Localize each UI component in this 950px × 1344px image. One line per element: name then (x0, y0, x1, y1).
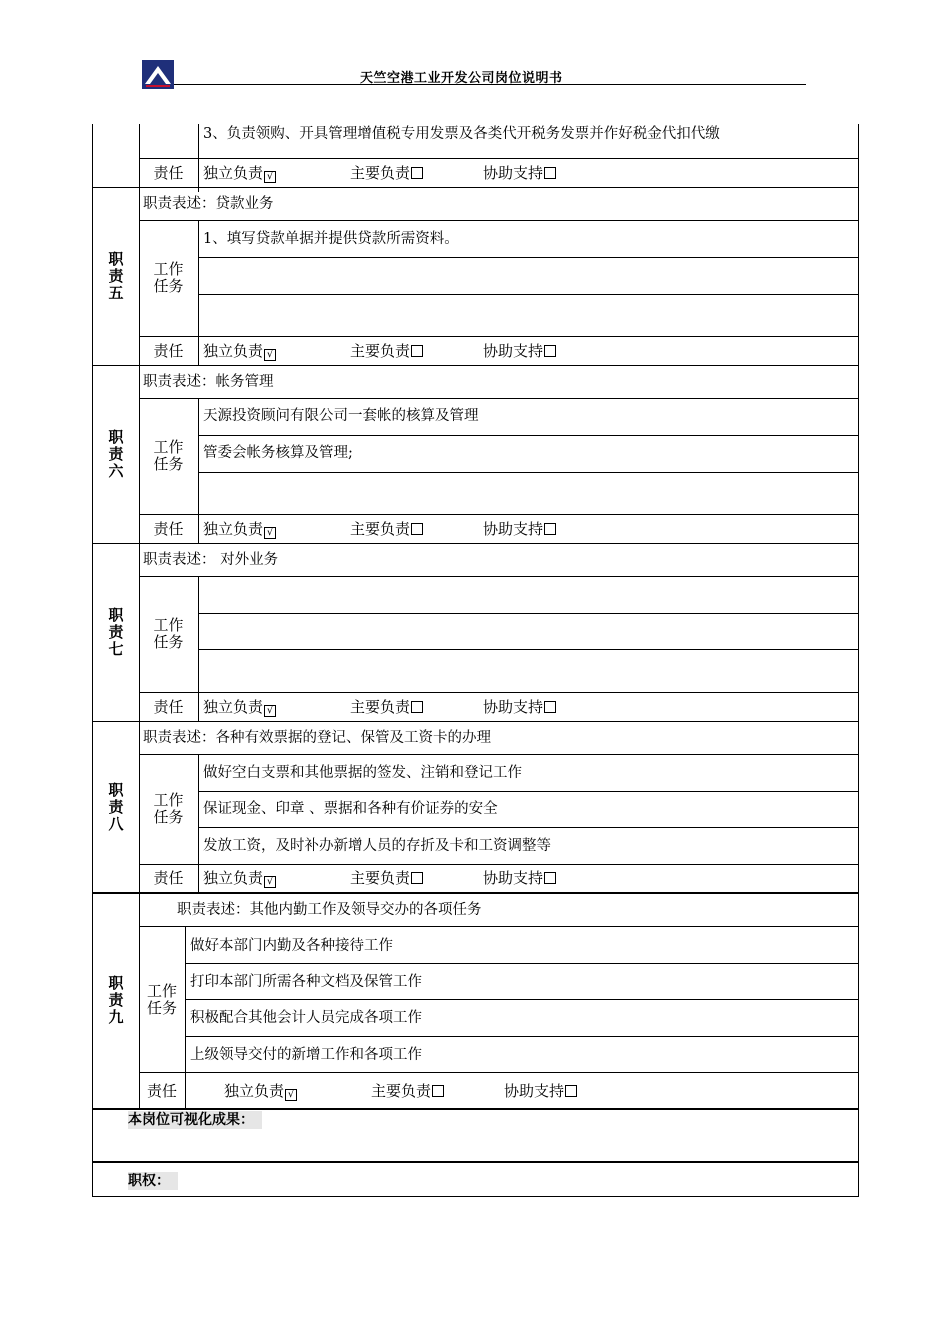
resp-label: 责任 (146, 1082, 177, 1100)
task-label: 工作 任务 (153, 438, 184, 473)
task-label: 工作 任务 (146, 982, 177, 1017)
authority-label: 职权： (128, 1172, 178, 1190)
resp-options: 独立负责 √ 主要负责 协助支持 (203, 520, 556, 539)
resp-label: 责任 (153, 520, 184, 538)
checkbox[interactable] (544, 701, 556, 713)
header-rule (174, 84, 806, 85)
checked-checkbox[interactable]: √ (264, 171, 276, 183)
company-logo (142, 60, 174, 89)
task-text: 天源投资顾问有限公司一套帐的核算及管理 (203, 408, 479, 424)
duty-label: 职 责 九 (108, 974, 124, 1026)
task-text: 3、负责领购、开具管理增值税专用发票及各类代开税务发票并作好税金代扣代缴 (203, 126, 720, 142)
checked-checkbox[interactable]: √ (264, 349, 276, 361)
resp-options: 独立负责 √ 主要负责 协助支持 (203, 869, 556, 888)
checked-checkbox[interactable]: √ (264, 527, 276, 539)
checked-checkbox[interactable]: √ (264, 876, 276, 888)
resp-options: 独立负责 √ 主要负责 协助支持 (203, 164, 556, 183)
task-text: 保证现金、印章 、票据和各种有价证券的安全 (203, 801, 498, 817)
task-text: 上级领导交付的新增工作和各项工作 (190, 1047, 422, 1063)
task-text: 做好本部门内勤及各种接待工作 (190, 938, 393, 954)
duty-description: 职责表述：其他内勤工作及领导交办的各项任务 (177, 902, 482, 918)
checkbox[interactable] (544, 167, 556, 179)
checkbox[interactable] (411, 872, 423, 884)
task-text: 发放工资，及时补办新增人员的存折及卡和工资调整等 (203, 838, 551, 854)
checkbox[interactable] (432, 1085, 444, 1097)
resp-label: 责任 (153, 164, 184, 182)
resp-options: 独立负责 √ 主要负责 协助支持 (224, 1082, 577, 1101)
resp-label: 责任 (153, 869, 184, 887)
results-label: 本岗位可视化成果： (128, 1111, 262, 1129)
task-text: 管委会帐务核算及管理; (203, 445, 353, 461)
duty-description: 职责表述：各种有效票据的登记、保管及工资卡的办理 (143, 730, 491, 746)
task-label: 工作 任务 (153, 260, 184, 295)
duty-label: 职 责 五 (108, 250, 124, 302)
duty-description: 职责表述：帐务管理 (143, 374, 274, 390)
task-label: 工作 任务 (153, 791, 184, 826)
checkbox[interactable] (411, 167, 423, 179)
duty-label: 职 责 八 (108, 781, 124, 833)
duty-description: 职责表述：贷款业务 (143, 196, 274, 212)
task-text: 打印本部门所需各种文档及保管工作 (190, 974, 422, 990)
checkbox[interactable] (544, 345, 556, 357)
task-text: 做好空白支票和其他票据的签发、注销和登记工作 (203, 765, 522, 781)
resp-options: 独立负责 √ 主要负责 协助支持 (203, 698, 556, 717)
checkbox[interactable] (411, 523, 423, 535)
duty-description: 职责表述： 对外业务 (143, 552, 279, 568)
checkbox[interactable] (411, 701, 423, 713)
resp-label: 责任 (153, 342, 184, 360)
task-text: 积极配合其他会计人员完成各项工作 (190, 1010, 422, 1026)
resp-options: 独立负责 √ 主要负责 协助支持 (203, 342, 556, 361)
duty-label: 职 责 六 (108, 428, 124, 480)
resp-label: 责任 (153, 698, 184, 716)
duty-label: 职 责 七 (108, 606, 124, 658)
checkbox[interactable] (544, 872, 556, 884)
checkbox[interactable] (411, 345, 423, 357)
task-text: 1、填写贷款单据并提供贷款所需资料。 (203, 231, 459, 247)
checkbox[interactable] (565, 1085, 577, 1097)
checked-checkbox[interactable]: √ (285, 1089, 297, 1101)
checkbox[interactable] (544, 523, 556, 535)
document-title: 天竺空港工业开发公司岗位说明书 (360, 71, 563, 86)
task-label: 工作 任务 (153, 616, 184, 651)
checked-checkbox[interactable]: √ (264, 705, 276, 717)
